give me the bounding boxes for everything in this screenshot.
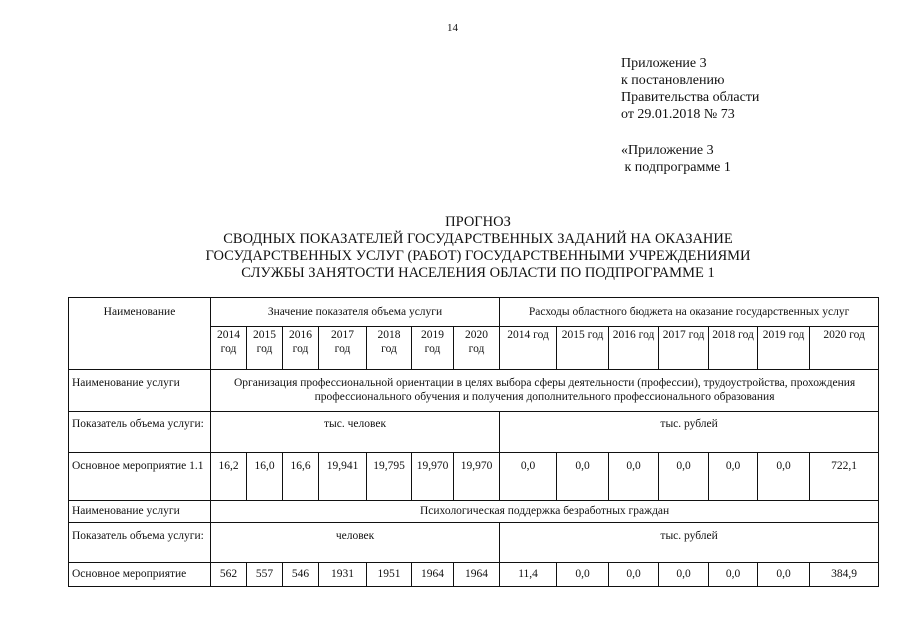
appendix-line: Приложение 3 xyxy=(621,56,707,71)
service-row xyxy=(69,501,879,523)
volume-value: 19,941 xyxy=(319,453,367,501)
volume-year: 2017 год xyxy=(319,327,367,370)
measure-row xyxy=(69,453,879,501)
header-row xyxy=(69,298,879,327)
expense-year: 2019 год xyxy=(758,327,810,370)
page-number: 14 xyxy=(447,22,458,34)
header-expense: Расходы областного бюджета на оказание государственных услуг xyxy=(500,298,879,327)
volume-value: 1951 xyxy=(367,563,412,587)
volume-value: 16,2 xyxy=(211,453,247,501)
expense-value: 0,0 xyxy=(557,563,609,587)
expense-year: 2014 год xyxy=(500,327,557,370)
service-text: Психологическая поддержка безработных граждан xyxy=(211,501,879,523)
expense-value: 0,0 xyxy=(659,453,709,501)
service-row xyxy=(69,370,879,412)
expense-year: 2015 год xyxy=(557,327,609,370)
volume-year: 2014 год xyxy=(211,327,247,370)
expense-value: 11,4 xyxy=(500,563,557,587)
volume-year: 2020 год xyxy=(454,327,500,370)
measure-row xyxy=(69,563,879,587)
expense-value: 0,0 xyxy=(609,453,659,501)
service-label: Наименование услуги xyxy=(69,370,211,412)
appendix-line: к подпрограмме 1 xyxy=(621,160,731,175)
title-line: ПРОГНОЗ xyxy=(445,214,511,230)
volume-year: 2015 год xyxy=(247,327,283,370)
volume-value: 557 xyxy=(247,563,283,587)
service-label: Наименование услуги xyxy=(69,501,211,523)
unit-volume: человек xyxy=(211,523,500,563)
indicator-row xyxy=(69,412,879,453)
volume-value: 1931 xyxy=(319,563,367,587)
expense-value: 0,0 xyxy=(557,453,609,501)
expense-year: 2017 год xyxy=(659,327,709,370)
forecast-table xyxy=(68,297,879,587)
indicator-label: Показатель объема услуги: xyxy=(69,412,211,453)
expense-value: 0,0 xyxy=(609,563,659,587)
volume-value: 16,6 xyxy=(283,453,319,501)
title-line: СЛУЖБЫ ЗАНЯТОСТИ НАСЕЛЕНИЯ ОБЛАСТИ ПО ПОДПРОГРАММЕ 1 xyxy=(241,265,715,281)
volume-year: 2018 год xyxy=(367,327,412,370)
appendix-subprogram-block xyxy=(621,142,731,176)
expense-value: 384,9 xyxy=(810,563,879,587)
volume-value: 546 xyxy=(283,563,319,587)
appendix-block xyxy=(621,55,759,123)
unit-expense: тыс. рублей xyxy=(500,523,879,563)
volume-value: 1964 xyxy=(412,563,454,587)
volume-value: 19,970 xyxy=(412,453,454,501)
appendix-line: к постановлению xyxy=(621,73,725,88)
measure-label: Основное мероприятие xyxy=(69,563,211,587)
title-line: СВОДНЫХ ПОКАЗАТЕЛЕЙ ГОСУДАРСТВЕННЫХ ЗАДАНИЙ НА ОКАЗАНИЕ xyxy=(223,231,733,247)
service-text: Организация профессиональной ориентации в целях выбора сферы деятельности (профессии), трудоустройства, прохождения профессионального обучения и получения дополнительного профессионального образования xyxy=(211,370,879,412)
header-name: Наименование xyxy=(69,298,211,370)
volume-value: 562 xyxy=(211,563,247,587)
expense-value: 0,0 xyxy=(709,563,758,587)
expense-year: 2018 год xyxy=(709,327,758,370)
appendix-line: Правительства области xyxy=(621,90,760,105)
expense-value: 722,1 xyxy=(810,453,879,501)
appendix-line: «Приложение 3 xyxy=(621,143,714,158)
volume-value: 19,970 xyxy=(454,453,500,501)
document-title xyxy=(140,214,816,282)
expense-value: 0,0 xyxy=(758,453,810,501)
expense-year: 2020 год xyxy=(810,327,879,370)
volume-value: 19,795 xyxy=(367,453,412,501)
expense-value: 0,0 xyxy=(500,453,557,501)
unit-volume: тыс. человек xyxy=(211,412,500,453)
indicator-row xyxy=(69,523,879,563)
expense-value: 0,0 xyxy=(709,453,758,501)
appendix-line: от 29.01.2018 № 73 xyxy=(621,107,735,122)
title-line: ГОСУДАРСТВЕННЫХ УСЛУГ (РАБОТ) ГОСУДАРСТВЕННЫМИ УЧРЕЖДЕНИЯМИ xyxy=(205,248,751,264)
volume-year: 2016 год xyxy=(283,327,319,370)
volume-value: 16,0 xyxy=(247,453,283,501)
header-volume: Значение показателя объема услуги xyxy=(211,298,500,327)
unit-expense: тыс. рублей xyxy=(500,412,879,453)
expense-year: 2016 год xyxy=(609,327,659,370)
measure-label: Основное мероприятие 1.1 xyxy=(69,453,211,501)
indicator-label: Показатель объема услуги: xyxy=(69,523,211,563)
volume-value: 1964 xyxy=(454,563,500,587)
expense-value: 0,0 xyxy=(758,563,810,587)
expense-value: 0,0 xyxy=(659,563,709,587)
volume-year: 2019 год xyxy=(412,327,454,370)
